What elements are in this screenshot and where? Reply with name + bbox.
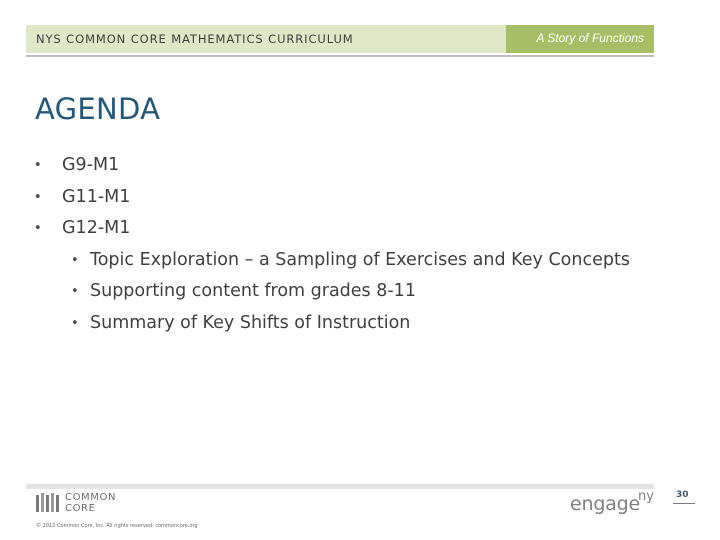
bullet-icon: •	[34, 221, 42, 236]
agenda-item-label: G9-M1	[62, 155, 120, 175]
agenda-item	[34, 182, 630, 214]
bullet-icon: •	[71, 252, 79, 268]
logo-line-2: CORE	[65, 503, 96, 514]
slide-number-underline	[673, 503, 695, 504]
bullet-icon: •	[34, 189, 42, 205]
common-core-logo-icon	[36, 493, 62, 513]
header-divider	[26, 55, 654, 57]
copyright-notice: © 2012 Common Core, Inc. All rights reserved. commoncore.org	[36, 523, 198, 529]
engageny-logo-superscript: ny	[638, 489, 654, 504]
bullet-icon: •	[71, 315, 79, 331]
agenda-subitem-label: Topic Exploration – a Sampling of Exercises and Key Concepts	[90, 249, 630, 270]
agenda-item	[34, 150, 630, 182]
agenda-item-label: G11-M1	[62, 186, 131, 207]
agenda-subitem-label: Supporting content from grades 8-11	[90, 281, 416, 301]
agenda-list	[34, 150, 630, 339]
bullet-icon: •	[71, 284, 79, 299]
engageny-logo-text: engage	[570, 493, 640, 515]
agenda-item-label: G12-M1	[62, 218, 131, 238]
logo-line-1: COMMON	[65, 492, 117, 503]
agenda-subitem	[34, 308, 630, 340]
module-title: A Story of Functions	[536, 31, 644, 45]
agenda-subitem-label: Summary of Key Shifts of Instruction	[90, 312, 411, 333]
agenda-subitem	[34, 245, 630, 277]
footer-divider	[26, 484, 654, 489]
slide-number: 30	[676, 490, 689, 500]
agenda-subitem	[34, 276, 630, 308]
curriculum-title: NYS COMMON CORE MATHEMATICS CURRICULUM	[36, 32, 354, 46]
common-core-logo-text	[65, 492, 116, 514]
bullet-icon: •	[34, 158, 42, 173]
page-title: AGENDA	[35, 92, 161, 126]
agenda-item	[34, 213, 630, 245]
